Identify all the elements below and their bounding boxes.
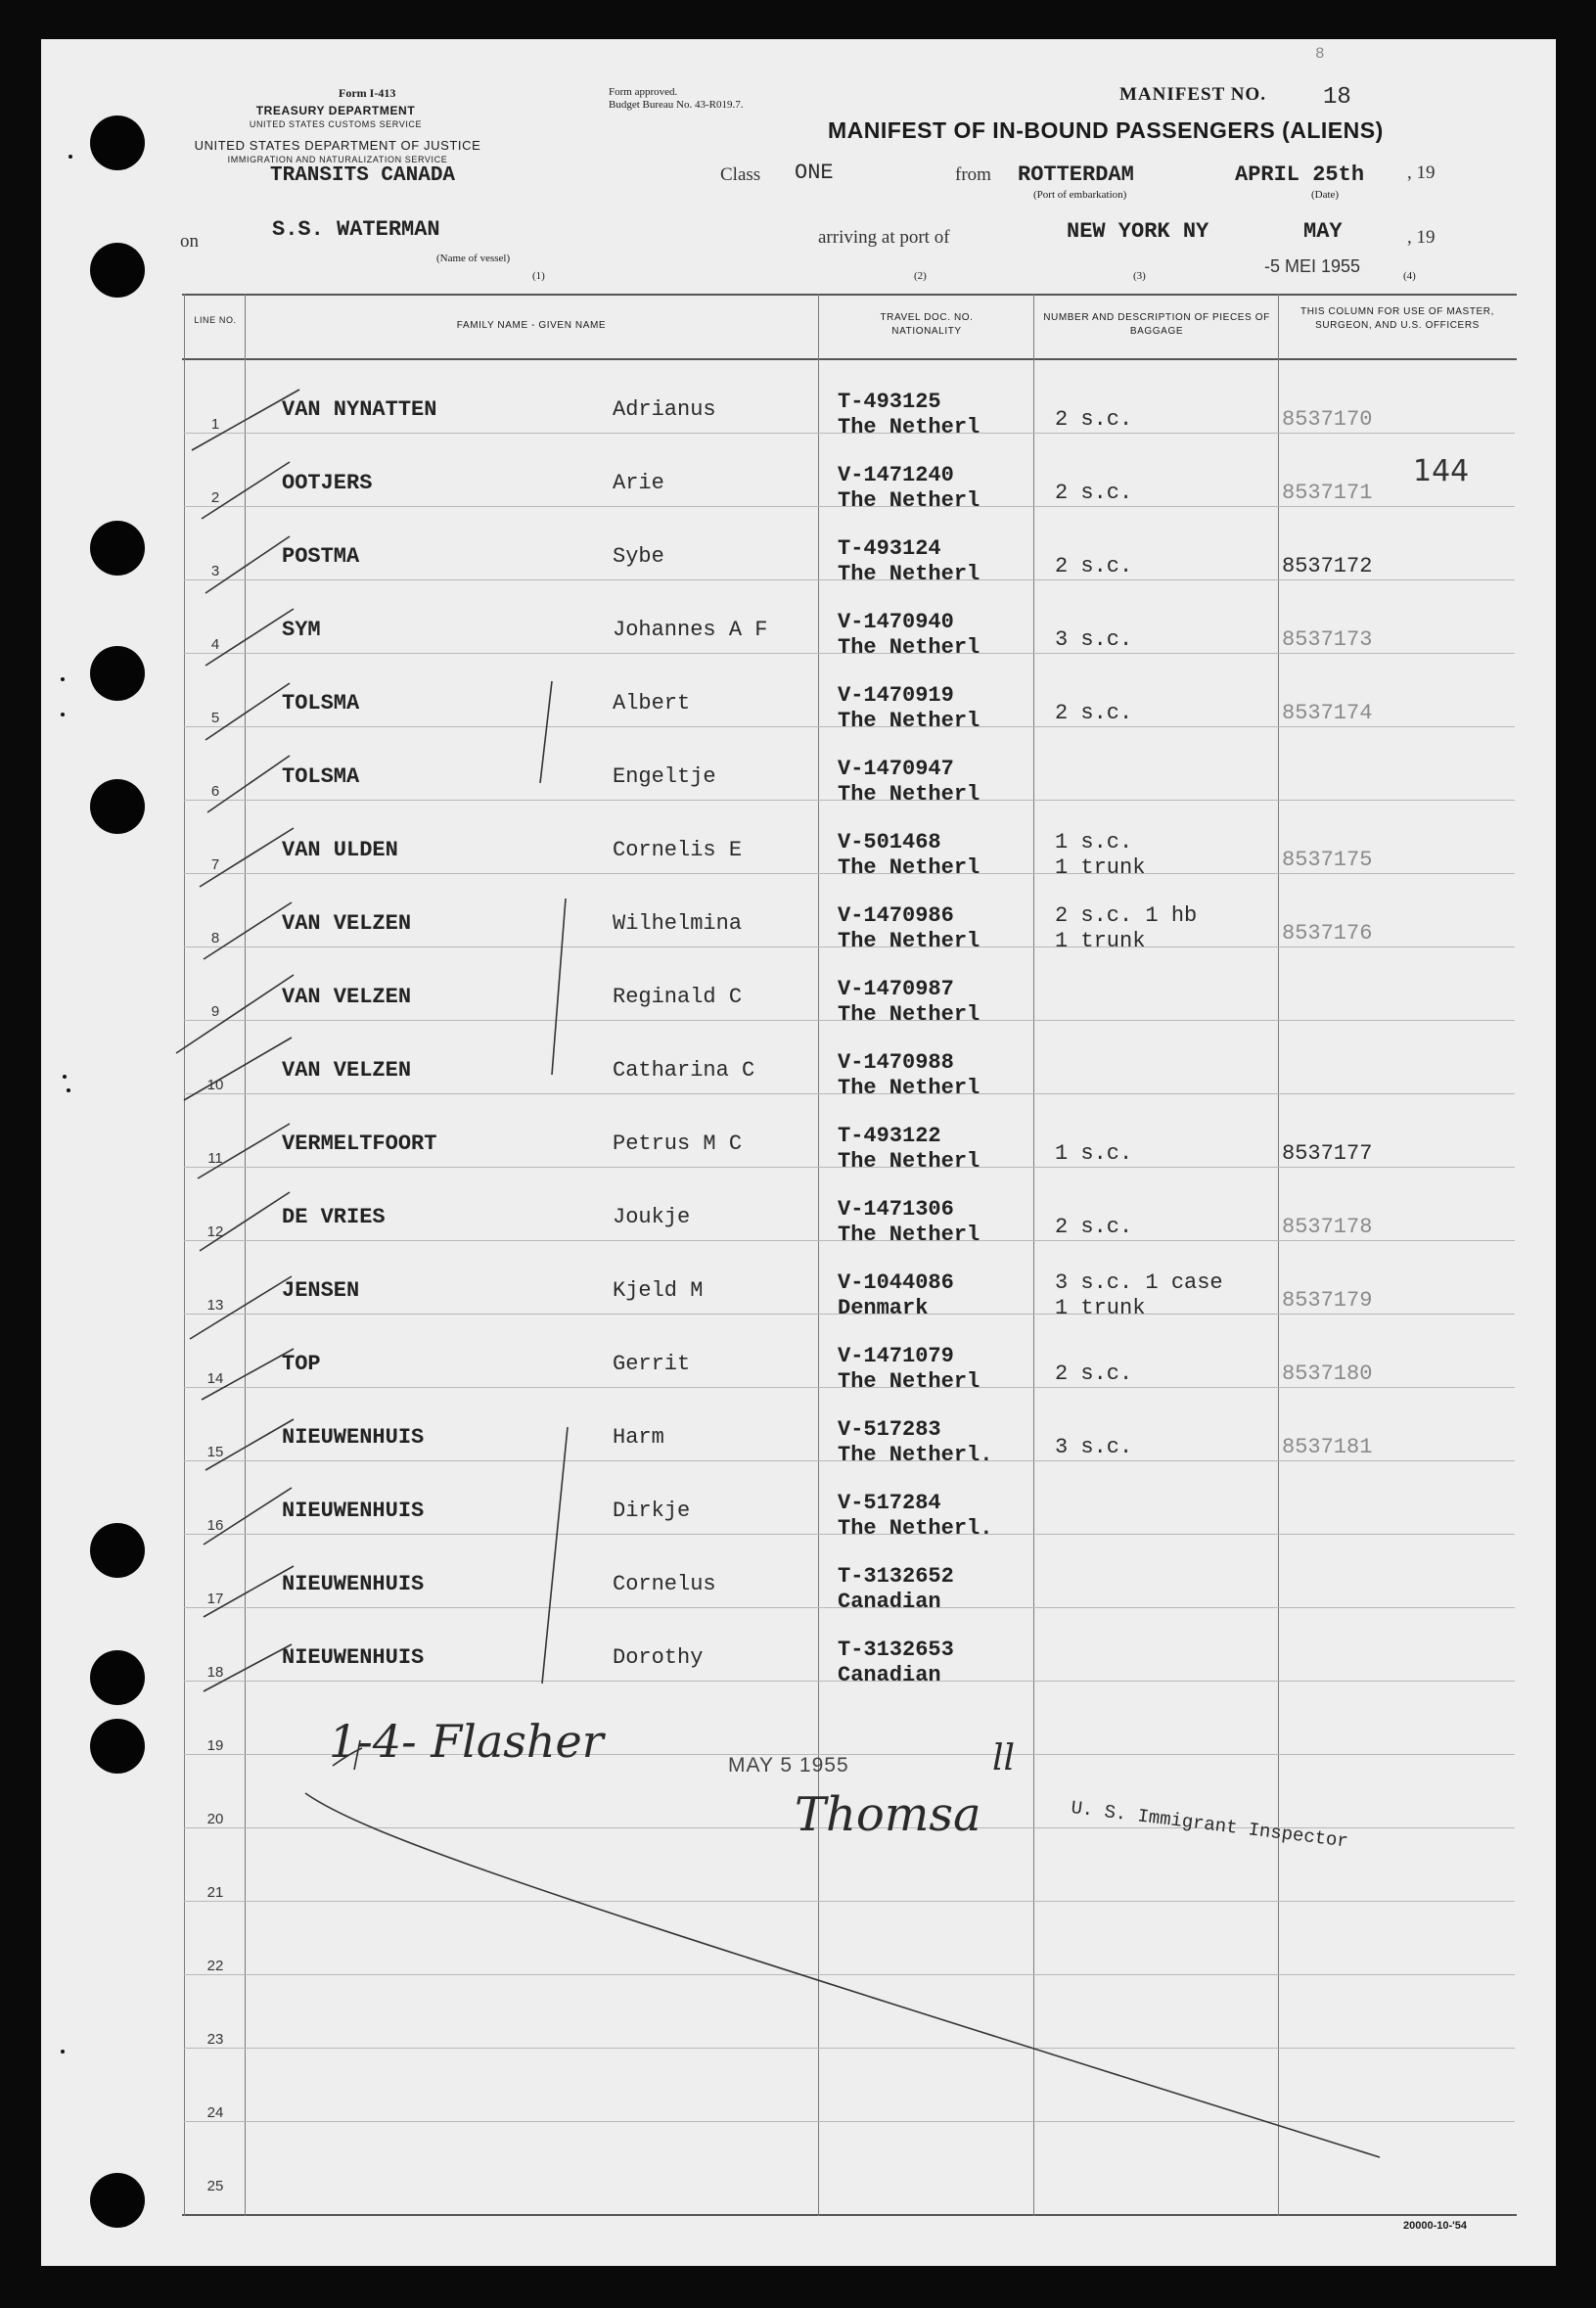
travel-doc-no: T-493122: [838, 1124, 941, 1148]
given-name: Gerrit: [613, 1352, 691, 1376]
travel-doc-no: V-517283: [838, 1417, 941, 1442]
class-label: Class: [720, 164, 761, 185]
check-mark: [200, 828, 294, 887]
check-mark: [204, 1644, 292, 1691]
given-name: Dirkje: [613, 1499, 691, 1523]
given-name: Adrianus: [613, 397, 716, 422]
treasury-dept: TREASURY DEPARTMENT: [255, 104, 416, 117]
nationality: The Netherl: [838, 1223, 980, 1247]
family-name: NIEUWENHUIS: [282, 1572, 425, 1596]
line-number: 22: [206, 1958, 224, 1974]
col-header-name: FAMILY NAME - GIVEN NAME: [456, 320, 607, 331]
family-name: SYM: [282, 618, 321, 642]
given-name: Reginald C: [613, 985, 743, 1009]
check-mark: [204, 902, 292, 959]
travel-doc-no: V-1470986: [838, 903, 954, 928]
manifest-label: MANIFEST NO.: [1119, 84, 1266, 105]
nationality: Canadian: [838, 1590, 941, 1614]
check-mark: [202, 462, 290, 519]
family-name: VAN VELZEN: [282, 911, 412, 936]
nationality: The Netherl: [838, 929, 980, 953]
check-mark: [202, 1349, 294, 1400]
nationality: The Netherl: [838, 855, 980, 880]
vessel-name: S.S. WATERMAN: [272, 217, 440, 242]
line-number: 17: [206, 1591, 224, 1607]
nationality: The Netherl: [838, 1076, 980, 1100]
given-name: Cornelis E: [613, 838, 743, 862]
officer-number: 8537174: [1282, 701, 1373, 725]
check-mark: [205, 609, 294, 666]
arrival-port: NEW YORK NY: [1067, 219, 1209, 244]
family-name: TOLSMA: [282, 691, 360, 715]
date-stamp: MAY 5 1955: [728, 1754, 849, 1777]
nationality: Denmark: [838, 1296, 929, 1320]
transit-note: TRANSITS CANADA: [270, 164, 456, 187]
class-value: ONE: [795, 161, 834, 185]
nationality: The Netherl: [838, 1149, 980, 1174]
line-number: 4: [210, 636, 220, 653]
family-name: VAN VELZEN: [282, 1058, 412, 1083]
officer-number: 8537175: [1282, 848, 1373, 872]
baggage: 1 trunk: [1055, 1296, 1146, 1320]
baggage: 3 s.c.: [1055, 627, 1133, 652]
check-mark: [207, 756, 290, 812]
family-name: VAN NYNATTEN: [282, 397, 437, 422]
manifest-annotation: 8: [1315, 45, 1325, 63]
travel-doc-no: V-1470940: [838, 610, 954, 634]
nationality: The Netherl: [838, 1002, 980, 1027]
travel-doc-no: V-1470947: [838, 757, 954, 781]
line-number: 15: [206, 1444, 224, 1460]
nationality: The Netherl: [838, 635, 980, 660]
baggage: 1 s.c.: [1055, 830, 1133, 854]
from-label: from: [955, 164, 991, 185]
nationality: The Netherl: [838, 488, 980, 513]
given-name: Kjeld M: [613, 1278, 704, 1303]
family-name: JENSEN: [282, 1278, 360, 1303]
baggage: 2 s.c.: [1055, 481, 1133, 505]
baggage: 2 s.c.: [1055, 407, 1133, 432]
travel-doc-no: V-1470988: [838, 1050, 954, 1075]
line-number: 6: [210, 783, 220, 800]
col-header-officers: THIS COLUMN FOR USE OF MASTER, SURGEON, AND U.S. OFFICERS: [1300, 306, 1494, 331]
line-number: 10: [206, 1077, 224, 1093]
family-name: OOTJERS: [282, 471, 373, 495]
line-number: 18: [206, 1664, 224, 1681]
inspector-signature: Thomsa: [795, 1787, 981, 1842]
baggage: 1 trunk: [1055, 929, 1146, 953]
travel-doc-no: V-517284: [838, 1491, 941, 1515]
vessel-caption: (Name of vessel): [436, 253, 511, 264]
nationality: The Netherl: [838, 415, 980, 439]
line-number: 9: [210, 1003, 220, 1020]
manifest-title: MANIFEST OF IN-BOUND PASSENGERS (ALIENS): [828, 117, 1384, 143]
given-name: Cornelus: [613, 1572, 716, 1596]
arriving-label: arriving at port of: [818, 227, 950, 248]
check-mark: [192, 390, 299, 450]
baggage: 2 s.c.: [1055, 1215, 1133, 1239]
family-name: NIEUWENHUIS: [282, 1499, 425, 1523]
date-caption: (Date): [1311, 189, 1340, 201]
nationality: The Netherl: [838, 562, 980, 586]
check-mark: [198, 1124, 290, 1178]
column-marker-3: (3): [1133, 270, 1146, 282]
bracket-line: [552, 899, 566, 1075]
check-mark: [176, 975, 294, 1053]
check-mark: [205, 536, 290, 593]
check-mark: [204, 1488, 292, 1545]
arrival-stamp: -5 MEI 1955: [1264, 256, 1361, 276]
baggage: 2 s.c.: [1055, 1362, 1133, 1386]
baggage: 1 trunk: [1055, 855, 1146, 880]
arrival-year: , 19: [1407, 227, 1436, 248]
line-number: 3: [210, 563, 220, 579]
family-name: VERMELTFOORT: [282, 1131, 437, 1156]
check-mark: [190, 1276, 292, 1339]
family-name: NIEUWENHUIS: [282, 1645, 425, 1670]
officer-number: 8537171: [1282, 481, 1373, 505]
on-label: on: [180, 231, 199, 252]
line-number: 7: [210, 856, 220, 873]
travel-doc-no: T-3132652: [838, 1564, 954, 1589]
check-mark: [200, 1192, 290, 1251]
departure-date: APRIL 25th: [1235, 162, 1365, 187]
bracket-line: [540, 681, 552, 783]
manifest-number: 18: [1323, 84, 1351, 111]
check-mark: [205, 1419, 294, 1470]
nationality: The Netherl.: [838, 1516, 993, 1541]
customs-service: UNITED STATES CUSTOMS SERVICE: [249, 119, 423, 129]
footer-code: 20000-10-'54: [1403, 2220, 1468, 2232]
family-name: TOP: [282, 1352, 321, 1376]
travel-doc-no: V-1044086: [838, 1270, 954, 1295]
budget-bureau: Budget Bureau No. 43-R019.7.: [609, 99, 744, 111]
initials: ll: [992, 1738, 1016, 1778]
given-name: Petrus M C: [613, 1131, 743, 1156]
given-name: Joukje: [613, 1205, 691, 1229]
officer-number: 8537181: [1282, 1435, 1373, 1459]
family-name: DE VRIES: [282, 1205, 386, 1229]
given-name: Sybe: [613, 544, 664, 569]
column-marker-2: (2): [914, 270, 927, 282]
bracket-line: [542, 1427, 568, 1684]
line-number: 20: [206, 1811, 224, 1827]
officer-number: 8537177: [1282, 1141, 1373, 1166]
baggage: 2 s.c. 1 hb: [1055, 903, 1198, 928]
officer-number: 8537180: [1282, 1362, 1373, 1386]
nationality: Canadian: [838, 1663, 941, 1687]
given-name: Johannes A F: [613, 618, 768, 642]
given-name: Albert: [613, 691, 691, 715]
line-number: 2: [210, 489, 220, 506]
handwritten-note: 1-4- Flasher: [329, 1715, 604, 1768]
departure-year: , 19: [1407, 162, 1436, 183]
check-mark: [205, 683, 290, 740]
nationality: The Netherl.: [838, 1443, 993, 1467]
inspector-title: U. S. Immigrant Inspector: [1070, 1797, 1349, 1853]
arrival-month: MAY: [1303, 219, 1343, 244]
line-number: 5: [210, 710, 220, 726]
cancel-line: [305, 1793, 1380, 2157]
embark-caption: (Port of embarkation): [1033, 189, 1127, 201]
family-name: VAN VELZEN: [282, 985, 412, 1009]
officer-number: 8537170: [1282, 407, 1373, 432]
line-number: 1: [210, 416, 220, 433]
line-number: 11: [207, 1150, 223, 1167]
given-name: Engeltje: [613, 764, 716, 789]
family-name: VAN ULDEN: [282, 838, 398, 862]
check-mark: [204, 1566, 294, 1617]
travel-doc-no: T-493125: [838, 390, 941, 414]
officer-number: 8537179: [1282, 1288, 1373, 1313]
column-marker-1: (1): [532, 270, 545, 282]
baggage: 1 s.c.: [1055, 1141, 1133, 1166]
nationality: The Netherl: [838, 782, 980, 807]
officer-number: 8537178: [1282, 1215, 1373, 1239]
nationality: The Netherl: [838, 709, 980, 733]
officer-number: 8537173: [1282, 627, 1373, 652]
given-name: Catharina C: [613, 1058, 755, 1083]
line-number: 13: [206, 1297, 224, 1314]
line-number: 14: [206, 1370, 224, 1387]
col-header-travel: TRAVEL DOC. NO. NATIONALITY: [880, 312, 974, 337]
line-number: 23: [206, 2031, 224, 2048]
baggage: 2 s.c.: [1055, 701, 1133, 725]
travel-doc-no: V-1470919: [838, 683, 954, 708]
nationality: The Netherl: [838, 1369, 980, 1394]
family-name: NIEUWENHUIS: [282, 1425, 425, 1450]
line-number: 8: [210, 930, 220, 946]
col-header-baggage: NUMBER AND DESCRIPTION OF PIECES OF BAGGAGE: [1043, 312, 1270, 337]
given-name: Dorothy: [613, 1645, 704, 1670]
officer-number: 8537172: [1282, 554, 1373, 578]
line-number: 16: [206, 1517, 224, 1534]
baggage: 3 s.c.: [1055, 1435, 1133, 1459]
embark-port: ROTTERDAM: [1018, 162, 1134, 187]
travel-doc-no: V-1471079: [838, 1344, 954, 1368]
family-name: TOLSMA: [282, 764, 360, 789]
line-number: 12: [206, 1223, 224, 1240]
line-number: 21: [206, 1884, 224, 1901]
travel-doc-no: T-493124: [838, 536, 941, 561]
given-name: Harm: [613, 1425, 664, 1450]
travel-doc-no: V-1470987: [838, 977, 954, 1001]
travel-doc-no: T-3132653: [838, 1638, 954, 1662]
check-mark: [184, 1038, 292, 1100]
travel-doc-no: V-1471240: [838, 463, 954, 487]
given-name: Wilhelmina: [613, 911, 743, 936]
given-name: Arie: [613, 471, 664, 495]
ins-service: IMMIGRATION AND NATURALIZATION SERVICE: [227, 155, 448, 164]
justice-dept: UNITED STATES DEPARTMENT OF JUSTICE: [194, 138, 481, 153]
line-number: 25: [206, 2178, 224, 2194]
travel-doc-no: V-501468: [838, 830, 941, 854]
baggage: 2 s.c.: [1055, 554, 1133, 578]
column-marker-4: (4): [1403, 270, 1416, 282]
family-name: POSTMA: [282, 544, 360, 569]
baggage: 3 s.c. 1 case: [1055, 1270, 1223, 1295]
line-number: 19: [206, 1737, 224, 1754]
travel-doc-no: V-1471306: [838, 1197, 954, 1222]
form-number: Form I-413: [339, 86, 396, 100]
officer-number: 8537176: [1282, 921, 1373, 946]
col-header-line-no: LINE NO.: [194, 315, 237, 325]
form-approved: Form approved.: [609, 86, 678, 98]
line-number: 24: [206, 2104, 224, 2121]
count-mark: 144: [1413, 454, 1470, 488]
